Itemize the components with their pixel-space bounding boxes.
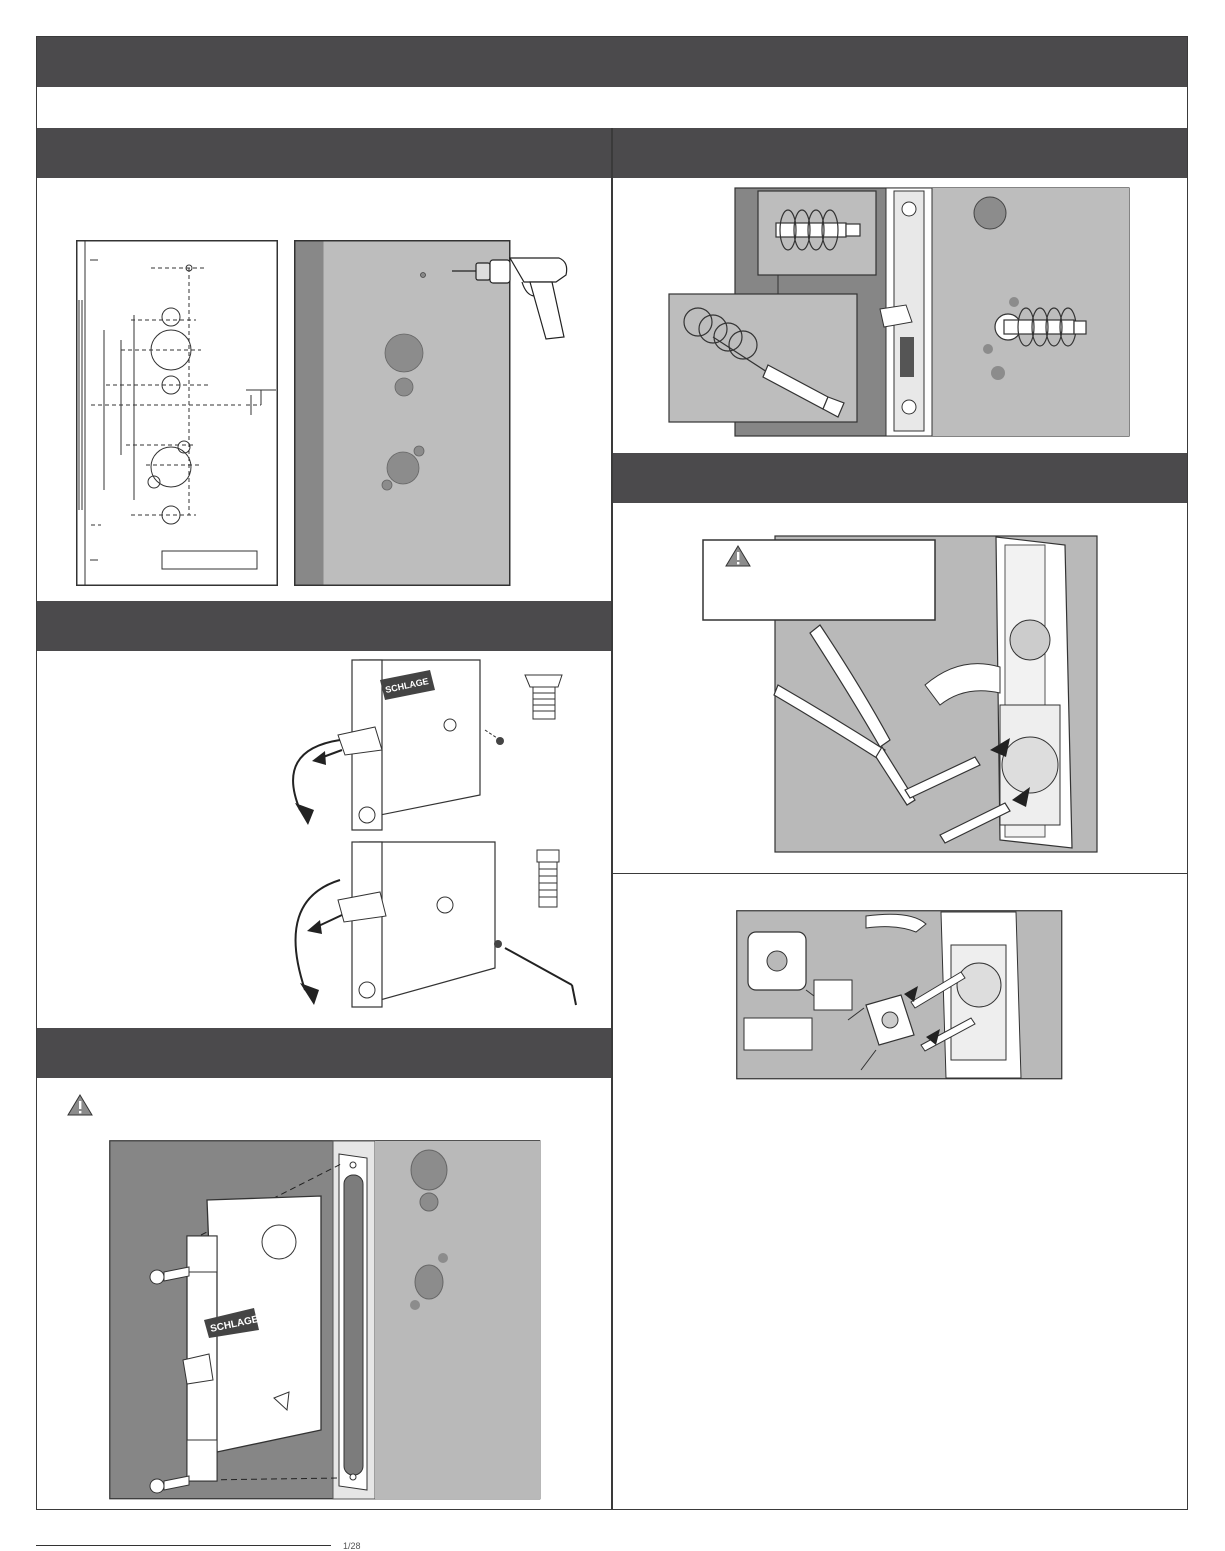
right-sub-divider <box>613 873 1187 874</box>
latch-screw-figure-bottom <box>280 840 600 1015</box>
latch-screw-figure-top <box>280 655 600 835</box>
section-header-template-drill <box>37 128 611 178</box>
set-screw-icon <box>537 850 559 907</box>
brand-mark-top: SCHLAGE <box>384 676 430 695</box>
section-header-rose-spindle <box>613 453 1187 503</box>
pliers-rose-figure <box>700 535 1100 855</box>
spring-install-figure <box>668 187 1130 437</box>
door-drilling-figure <box>294 240 611 586</box>
hex-key-icon <box>505 948 576 1005</box>
footer-mark: 1/28 <box>343 1541 361 1551</box>
section-header-latch-adjust <box>37 601 611 651</box>
drill-template-drawing <box>76 240 278 586</box>
page-header-bar <box>37 37 1187 87</box>
rose-plate-figure <box>736 910 1063 1080</box>
brand-mark-chassis: SCHLAGE <box>209 1314 260 1335</box>
mortise-install-figure <box>109 1140 541 1500</box>
footer-rule <box>36 1545 331 1546</box>
section-header-install-chassis <box>37 1028 611 1078</box>
column-divider <box>611 128 613 1509</box>
section-header-spring-install <box>613 128 1187 178</box>
warning-triangle-icon <box>67 1093 93 1117</box>
machine-screw-icon <box>525 675 562 719</box>
